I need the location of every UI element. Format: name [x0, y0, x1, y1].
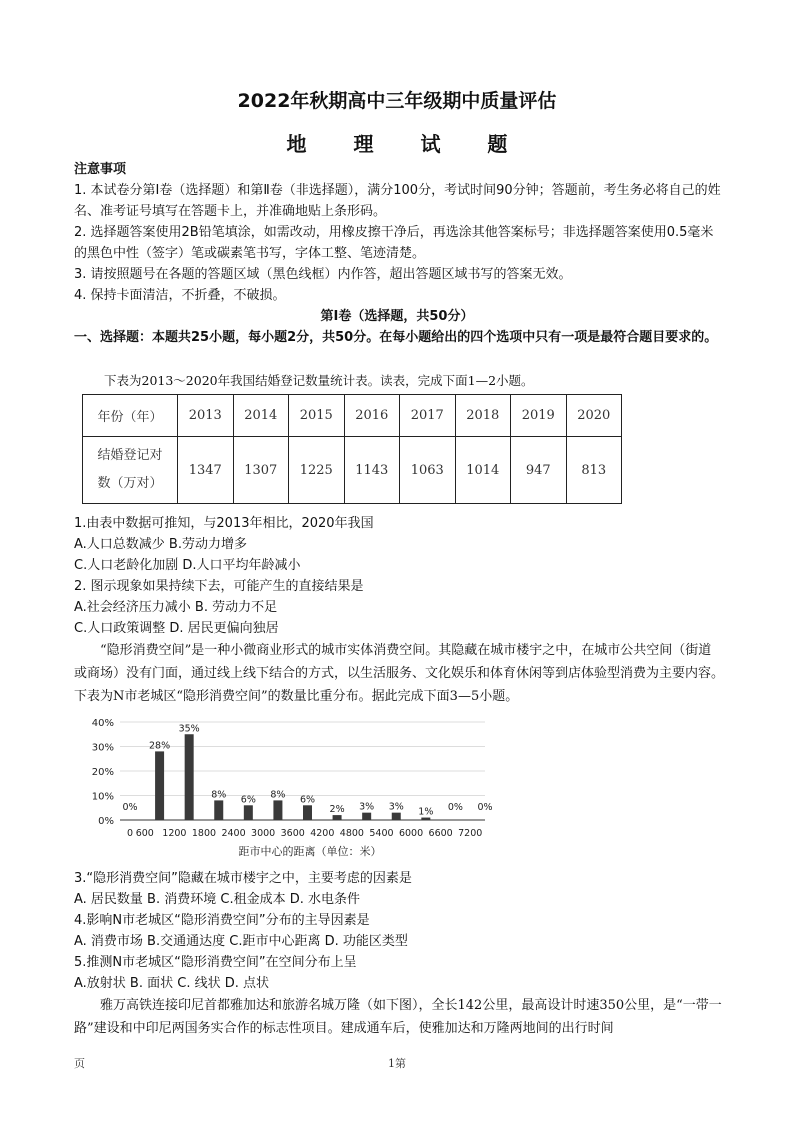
question-1-options-cd: C.人口老龄化加剧 D.人口平均年龄减小: [74, 558, 301, 573]
chart-bar: [214, 800, 223, 820]
chart-y-tick-label: 30%: [91, 742, 114, 754]
section-instruction: 一、选择题：本题共25小题，每小题2分，共50分。在每小题给出的四个选项中只有一项是最符合题目要求的。: [74, 330, 718, 345]
question-2-options-cd: C.人口政策调整 D. 居民更偏向独居: [74, 621, 279, 636]
table-cell: 1307: [233, 437, 289, 504]
table-cell: 2015: [289, 395, 345, 437]
table-row-label-line-1: 结婚登记对: [97, 448, 163, 463]
notice-item-3: 3. 请按照题号在各题的答题区域（黑色线框）内作答，超出答题区域书写的答案无效。: [74, 267, 572, 282]
table-cell: 1225: [289, 437, 345, 504]
chart-bar: [421, 818, 430, 820]
table-intro: 下表为2013～2020年我国结婚登记数量统计表。读表，完成下面1—2小题。: [104, 373, 534, 388]
chart-bar: [155, 751, 164, 820]
table-cell: 813: [566, 437, 622, 504]
distance-share-bar-chart: [80, 712, 500, 862]
table-cell: 2018: [455, 395, 511, 437]
footer-page-number: 1第: [388, 1057, 406, 1070]
table-cell: 2017: [400, 395, 456, 437]
table-row-label: [83, 437, 178, 504]
table-cell: 2013: [178, 395, 234, 437]
chart-data-label: 3%: [359, 801, 375, 813]
chart-y-tick-label: 0%: [98, 816, 114, 827]
chart-data-label: 35%: [178, 723, 200, 735]
question-1-options-ab: A.人口总数减少 B.劳动力增多: [74, 537, 247, 552]
table-cell: 1063: [400, 437, 456, 504]
question-3: 3.“隐形消费空间”隐藏在城市楼宇之中，主要考虑的因素是: [74, 871, 412, 886]
chart-x-tick-label: 3600: [280, 828, 305, 839]
chart-bar: [392, 813, 401, 820]
chart-data-label: 2%: [329, 804, 345, 816]
table-cell: 1014: [455, 437, 511, 504]
chart-bar: [333, 815, 342, 820]
chart-data-label: 6%: [299, 794, 316, 806]
question-5-options: A.放射状 B. 面状 C. 线状 D. 点状: [74, 976, 269, 991]
chart-data-label: 0%: [122, 802, 138, 814]
table-row-label-line-2: 数（万对）: [97, 476, 163, 491]
chart-x-tick-label: 6600: [428, 828, 453, 839]
chart-data-label: 1%: [418, 806, 434, 818]
notice-item-4: 4. 保持卡面清洁，不折叠，不破损。: [74, 288, 286, 303]
chart-data-label: 0%: [447, 802, 463, 814]
table-cell: 2019: [511, 395, 567, 437]
chart-x-tick-label: 4800: [339, 828, 364, 839]
section-heading: 第Ⅰ卷（选择题，共50分）: [320, 309, 474, 324]
footer-page-left: 页: [74, 1057, 85, 1070]
chart-bar: [303, 805, 312, 820]
passage-hidden-consumption: “隐形消费空间”是一种小微商业形式的城市实体消费空间。其隐藏在城市楼宇之中，在城市公共空间（街道或商场）没有门面，通过线上线下结合的方式，以生活服务、文化娱乐和体育休闲等到店体验型消费为主要内容。下表为N市老城区“隐形消费空间”的数量比重分布。据此完成下面3—5小题。: [74, 643, 725, 704]
chart-bar: [273, 800, 282, 820]
chart-bar: [244, 805, 253, 820]
exam-subject: 地 理 试 题: [286, 132, 528, 156]
chart-y-tick-label: 20%: [91, 767, 114, 778]
question-2: 2. 图示现象如果持续下去，可能产生的直接结果是: [74, 579, 364, 594]
chart-x-tick-label: 0: [126, 828, 134, 839]
chart-x-tick-label: 7200: [458, 828, 483, 839]
question-3-options: A. 居民数量 B. 消费环境 C.租金成本 D. 水电条件: [74, 892, 360, 907]
notice-item-1: 1. 本试卷分第Ⅰ卷（选择题）和第Ⅱ卷（非选择题），满分100分，考试时间90分钟；答题前，考生务必将自己的姓名、准考证号填写在答题卡上，并准确地贴上条形码。: [74, 183, 721, 219]
chart-x-tick-label: 5400: [369, 828, 394, 839]
question-5: 5.推测N市老城区“隐形消费空间”在空间分布上呈: [74, 955, 357, 970]
passage-jakarta-bandung-railway: 雅万高铁连接印尼首都雅加达和旅游名城万隆（如下图），全长142公里，最高设计时速350公里，是“一带一路”建设和中印尼两国务实合作的标志性项目。建成通车后，使雅加达和万隆两地间的出行时间: [74, 998, 722, 1036]
table-cell: 2016: [344, 395, 400, 437]
question-4: 4.影响N市老城区“隐形消费空间”分布的主导因素是: [74, 913, 370, 928]
chart-x-tick-label: 1200: [162, 828, 187, 839]
exam-title: 2022年秋期高中三年级期中质量评估: [237, 90, 557, 112]
chart-x-tick-label: 3000: [251, 828, 276, 839]
chart-data-label: 0%: [477, 802, 493, 814]
chart-data-label: 3%: [388, 801, 404, 813]
chart-y-tick-label: 40%: [91, 718, 114, 729]
chart-bar: [362, 813, 371, 820]
notice-item-2: 2. 选择题答案使用2B铅笔填涂，如需改动，用橡皮擦干净后，再选涂其他答案标号；非选择题答案使用0.5毫米的黑色中性（签字）笔或碳素笔书写，字体工整、笔迹清楚。: [74, 225, 714, 261]
chart-x-tick-label: 4200: [310, 828, 335, 839]
table-cell: 947: [511, 437, 567, 504]
question-2-options-ab: A.社会经济压力减小 B. 劳动力不足: [74, 600, 278, 615]
chart-data-label: 8%: [211, 789, 227, 801]
question-1: 1.由表中数据可推知，与2013年相比，2020年我国: [74, 516, 374, 531]
chart-data-label: 28%: [149, 740, 171, 752]
chart-data-label: 8%: [270, 789, 286, 801]
table-cell: 2020: [566, 395, 622, 437]
marriage-registration-table: [82, 394, 622, 504]
table-cell: 1143: [344, 437, 400, 504]
table-cell: 2014: [233, 395, 289, 437]
chart-bar: [185, 734, 194, 820]
chart-data-label: 6%: [240, 794, 256, 806]
notice-heading: 注意事项: [74, 162, 127, 177]
chart-x-tick-label: 2400: [221, 828, 246, 839]
table-row: [83, 395, 622, 437]
chart-x-tick-label: 6000: [398, 828, 424, 839]
table-row: [83, 437, 622, 504]
chart-x-tick-label: 600: [135, 828, 154, 839]
chart-y-tick-label: 10%: [91, 791, 114, 803]
question-4-options: A. 消费市场 B.交通通达度 C.距市中心距离 D. 功能区类型: [74, 934, 408, 949]
chart-x-axis-title: 距市中心的距离（单位：米）: [238, 845, 382, 858]
table-cell: 1347: [178, 437, 234, 504]
chart-x-tick-label: 1800: [191, 828, 217, 839]
table-row-label: 年份（年）: [83, 395, 178, 437]
